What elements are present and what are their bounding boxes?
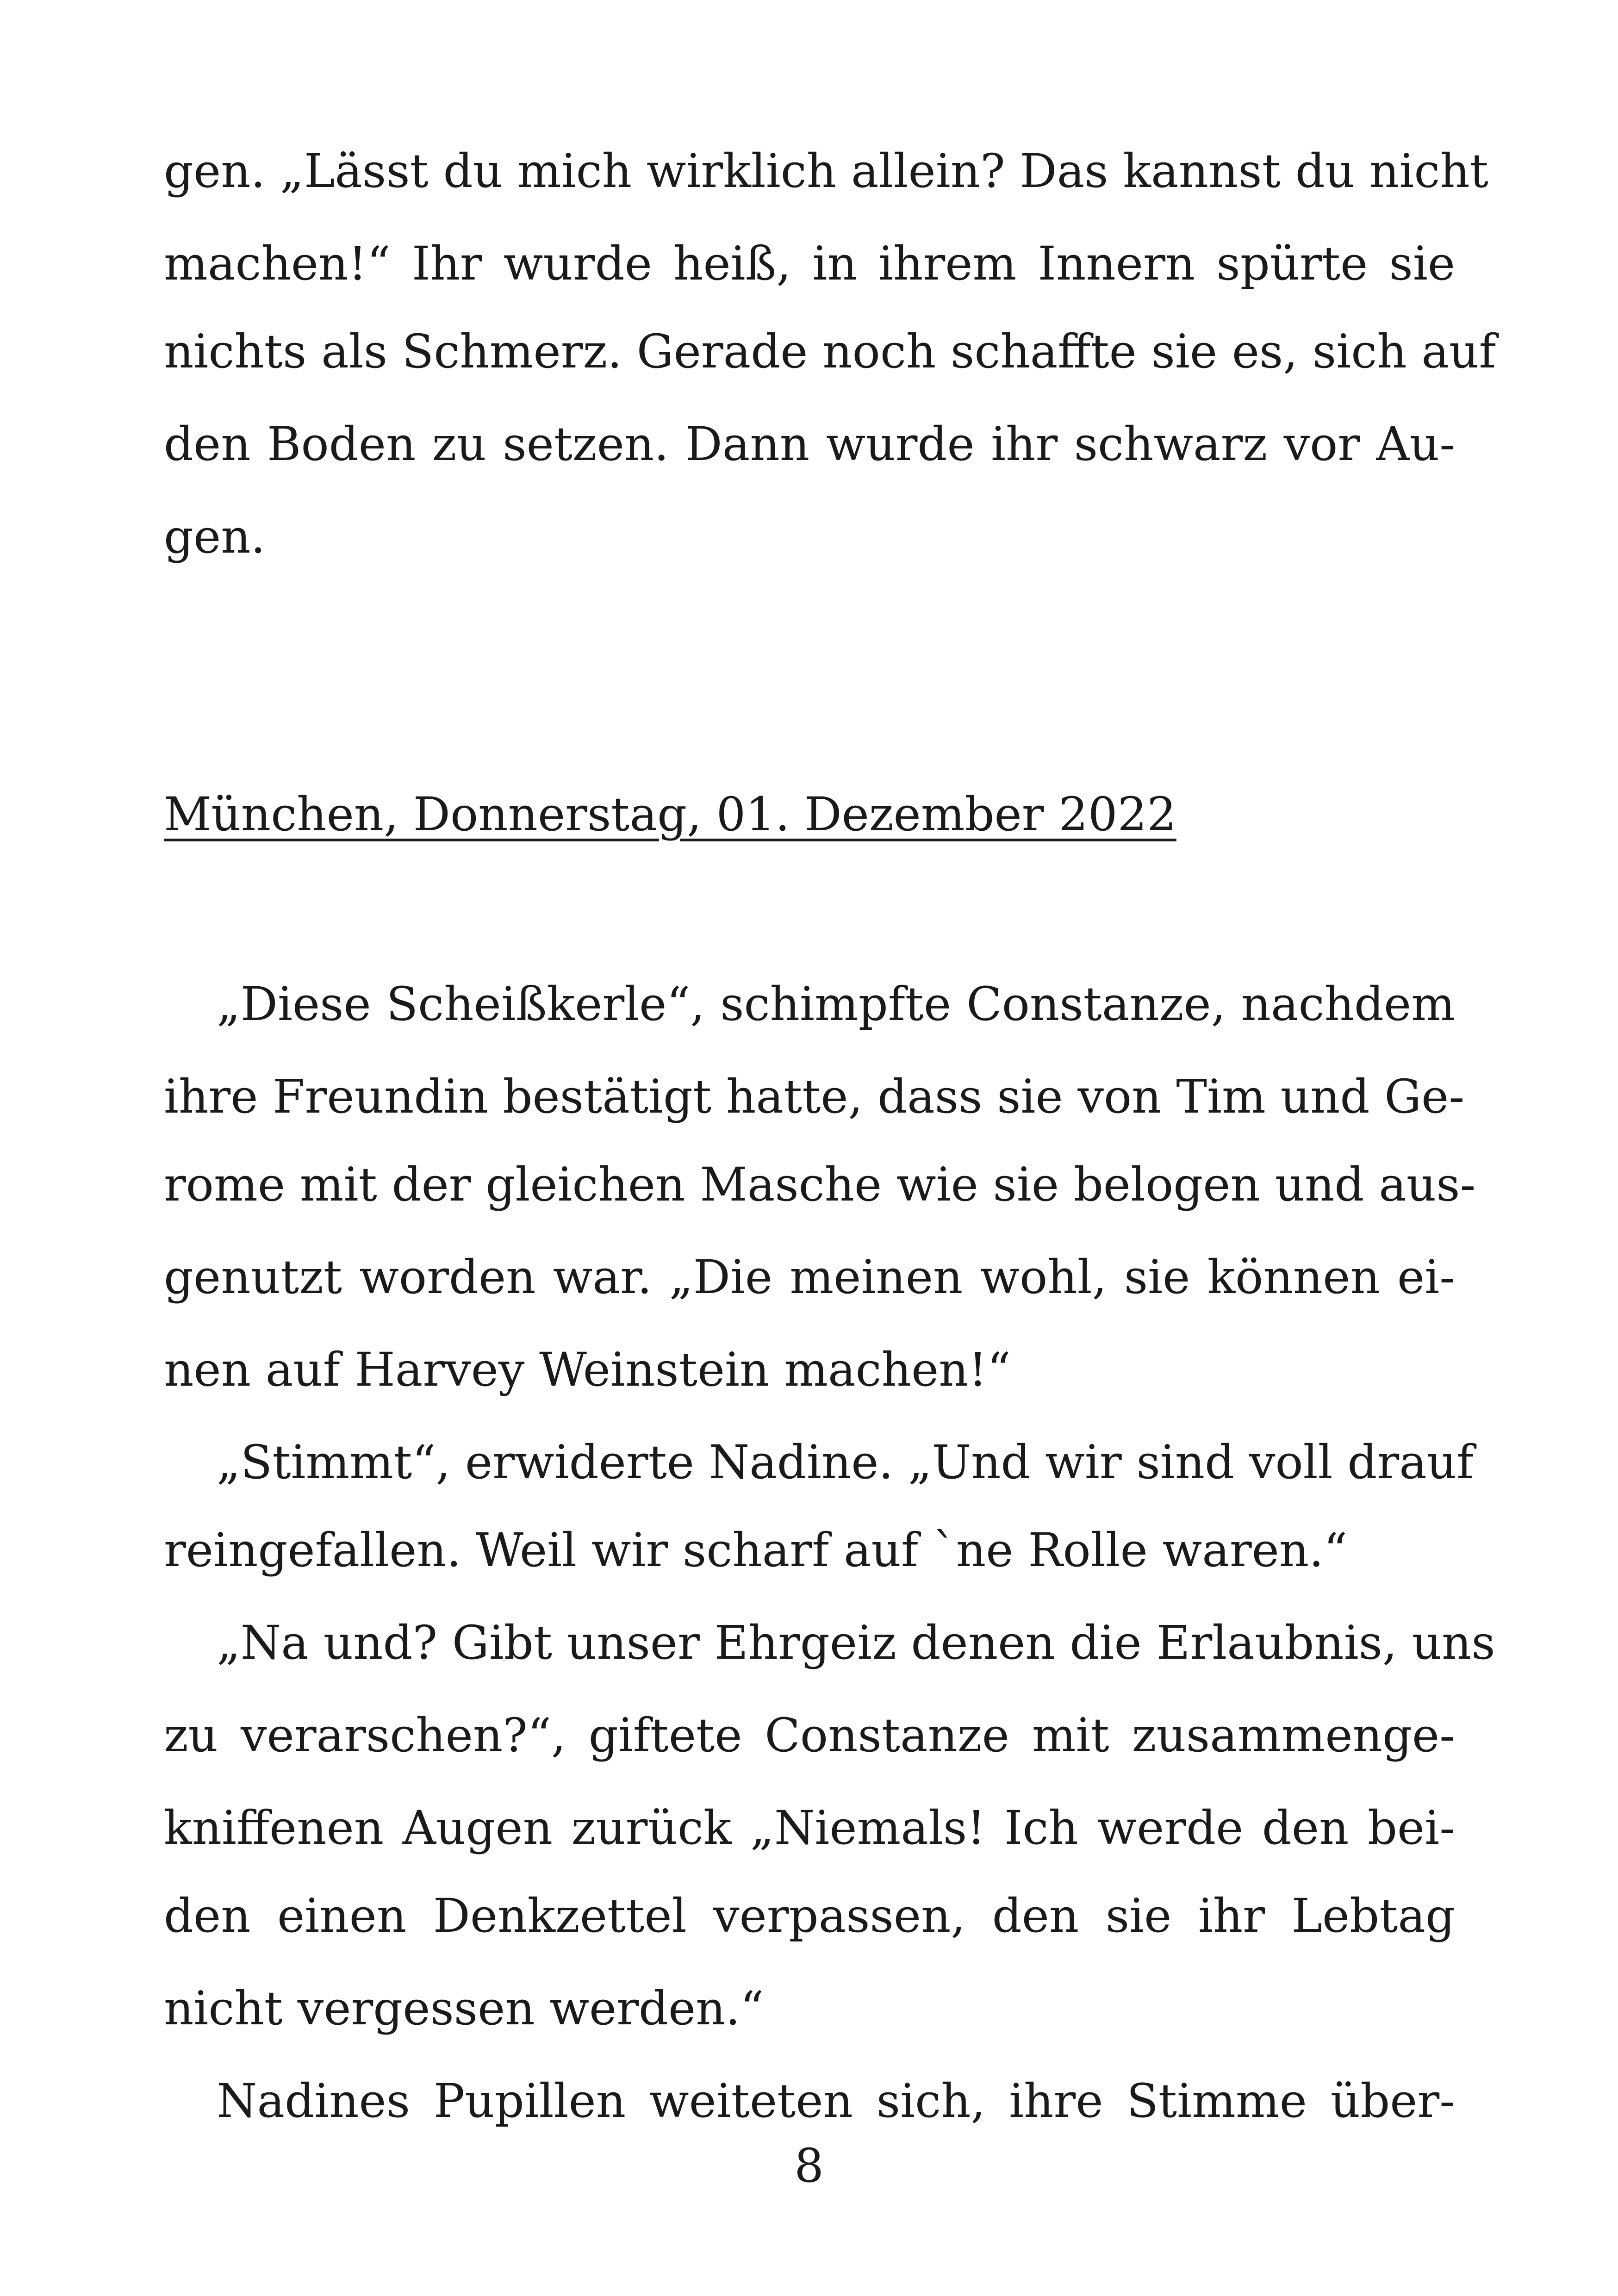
text-line: gen. xyxy=(164,510,266,564)
text-line: ihre Freundin bestätigt hatte, dass sie von Tim und Ge- xyxy=(164,1070,1465,1124)
text-line: kniffenen Augen zurück „Niemals! Ich werde den bei- xyxy=(164,1801,1455,1855)
text-line: zu verarschen?“, giftete Constanze mit zusammenge- xyxy=(164,1708,1455,1762)
text-line: machen!“ Ihr wurde heiß, in ihrem Innern spürte sie xyxy=(164,236,1455,291)
text-line: genutzt worden war. „Die meinen wohl, sie können ei- xyxy=(164,1250,1455,1304)
text-line: Nadines Pupillen weiteten sich, ihre Stimme über- xyxy=(217,2074,1455,2128)
text-line: „Stimmt“, erwiderte Nadine. „Und wir sind voll drauf xyxy=(217,1435,1474,1489)
text-line: nen auf Harvey Weinstein machen!“ xyxy=(164,1343,1011,1397)
text-line: rome mit der gleichen Masche wie sie belogen und aus- xyxy=(164,1157,1476,1212)
text-line: „Diese Scheißkerle“, schimpfte Constanze, nachdem xyxy=(217,977,1455,1031)
section-heading: München, Donnerstag, 01. Dezember 2022 xyxy=(164,787,1176,841)
text-line: gen. „Lässt du mich wirklich allein? Das kannst du nicht xyxy=(164,144,1488,198)
text-line: nichts als Schmerz. Gerade noch schaffte sie es, sich auf xyxy=(164,324,1496,379)
text-line: den einen Denkzettel verpassen, den sie ihr Lebtag xyxy=(164,1889,1455,1943)
text-line: reingefallen. Weil wir scharf auf `ne Rolle waren.“ xyxy=(164,1523,1348,1577)
text-line: den Boden zu setzen. Dann wurde ihr schwarz vor Au- xyxy=(164,417,1455,471)
text-line: „Na und? Gibt unser Ehrgeiz denen die Erlaubnis, uns xyxy=(217,1616,1495,1670)
page-number: 8 xyxy=(794,2139,824,2193)
text-line: nicht vergessen werden.“ xyxy=(164,1981,764,2035)
